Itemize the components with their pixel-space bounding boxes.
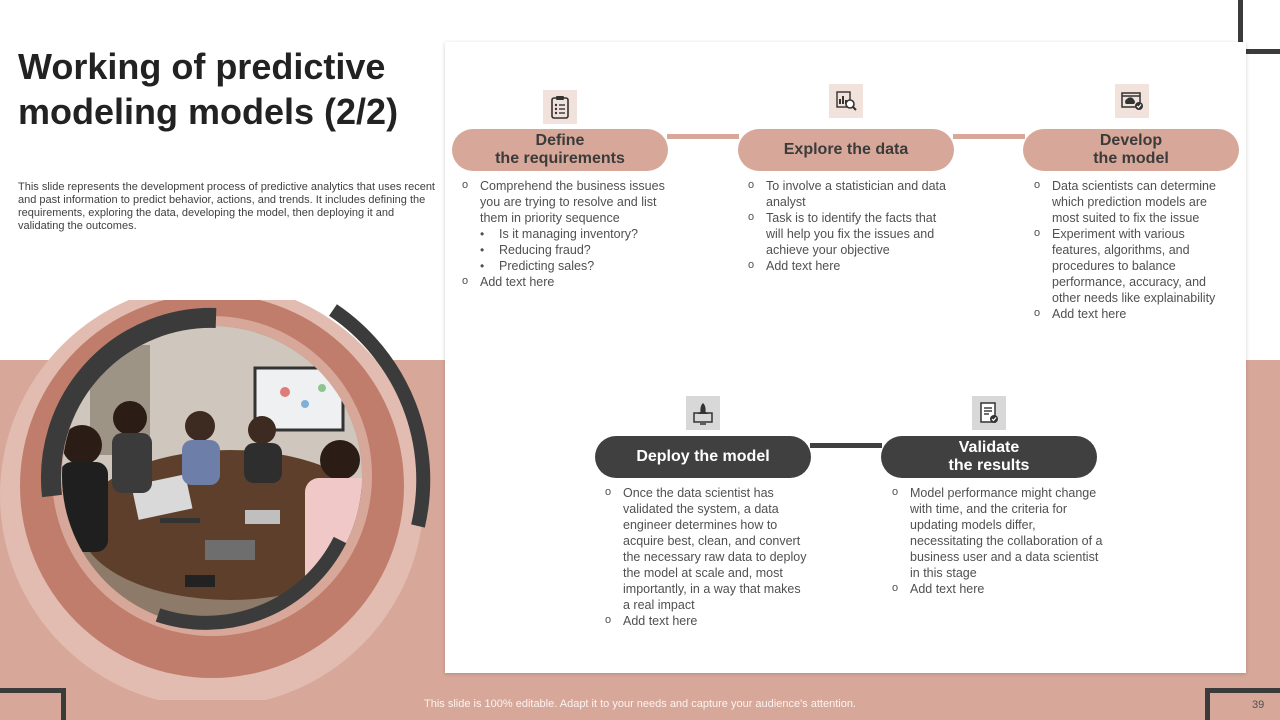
clipboard-checklist-icon	[543, 90, 577, 124]
list-item: o Model performance might change with time, and the criteria for updating models differ, necessitating the collaboration of a business user and a data scientist in this stage	[891, 485, 1111, 581]
step-title-line: the results	[948, 457, 1030, 474]
list-item: o Data scientists can determine which prediction models are most suited to fix the issue	[1033, 178, 1233, 226]
list-item: o Task is to identify the facts that will help you fix the issues and achieve your objective	[747, 210, 953, 258]
list-item: o Add text here	[891, 581, 1111, 597]
step-description-list	[604, 485, 810, 629]
step-title-line: Explore the data	[783, 141, 909, 158]
slide-subtitle: This slide represents the development process of predictive analytics that uses recent and past information to predict behavior, actions, and trends. It includes defining the requirements, exploring the data, developing the model, then deploying it and validating the outcomes.	[18, 181, 435, 232]
meeting-photo	[0, 300, 440, 700]
sub-list-item: • Predicting sales?	[480, 258, 687, 274]
report-check-icon	[972, 396, 1006, 430]
connector-line	[667, 134, 739, 139]
step-description-list	[747, 178, 953, 274]
sub-list-item: • Is it managing inventory?	[480, 226, 687, 242]
cloud-window-check-icon	[1115, 84, 1149, 118]
step-explore-data	[738, 129, 954, 171]
list-item-text: Comprehend the business issues you are trying to resolve and list them in priority sequence	[480, 179, 665, 225]
step-title-line: the requirements	[495, 150, 625, 167]
connector-line	[953, 134, 1025, 139]
meeting-photo-frame	[0, 300, 440, 700]
slide-title: Working of predictive modeling models (2/2)	[18, 46, 399, 132]
step-title-line: Validate	[958, 439, 1020, 456]
list-item: o Experiment with various features, algorithms, and procedures to balance performance, accuracy, and other needs like explainability	[1033, 226, 1233, 306]
step-deploy-model	[595, 436, 811, 478]
step-description-list	[1033, 178, 1233, 322]
connector-line	[810, 443, 882, 448]
step-validate-results	[881, 436, 1097, 478]
sub-list-item: • Reducing fraud?	[480, 242, 687, 258]
step-define-requirements	[452, 129, 668, 171]
step-description-list	[461, 178, 687, 290]
list-item: o Add text here	[1033, 306, 1233, 322]
list-item: o Add text here	[747, 258, 953, 274]
sub-list	[480, 226, 687, 274]
step-title-line: Develop	[1099, 132, 1163, 149]
step-title-line: Deploy the model	[636, 448, 770, 465]
list-item: o Add text here	[461, 274, 687, 290]
page-number: 39	[1252, 699, 1265, 711]
step-description-list	[891, 485, 1111, 597]
list-item: o To involve a statistician and data analyst	[747, 178, 953, 210]
list-item	[461, 178, 687, 274]
data-search-icon	[829, 84, 863, 118]
rocket-monitor-icon	[686, 396, 720, 430]
step-title-line: the model	[1093, 150, 1169, 167]
slide-footer: This slide is 100% editable. Adapt it to your needs and capture your audience's attention.	[424, 698, 856, 710]
list-item: o Add text here	[604, 613, 810, 629]
list-item: o Once the data scientist has validated the system, a data engineer determines how to acquire best, clean, and convert the necessary raw data to deploy the model at scale and, most importantly, in a way that makes a real impact	[604, 485, 810, 613]
step-title-line: Define	[535, 132, 585, 149]
step-develop-model	[1023, 129, 1239, 171]
